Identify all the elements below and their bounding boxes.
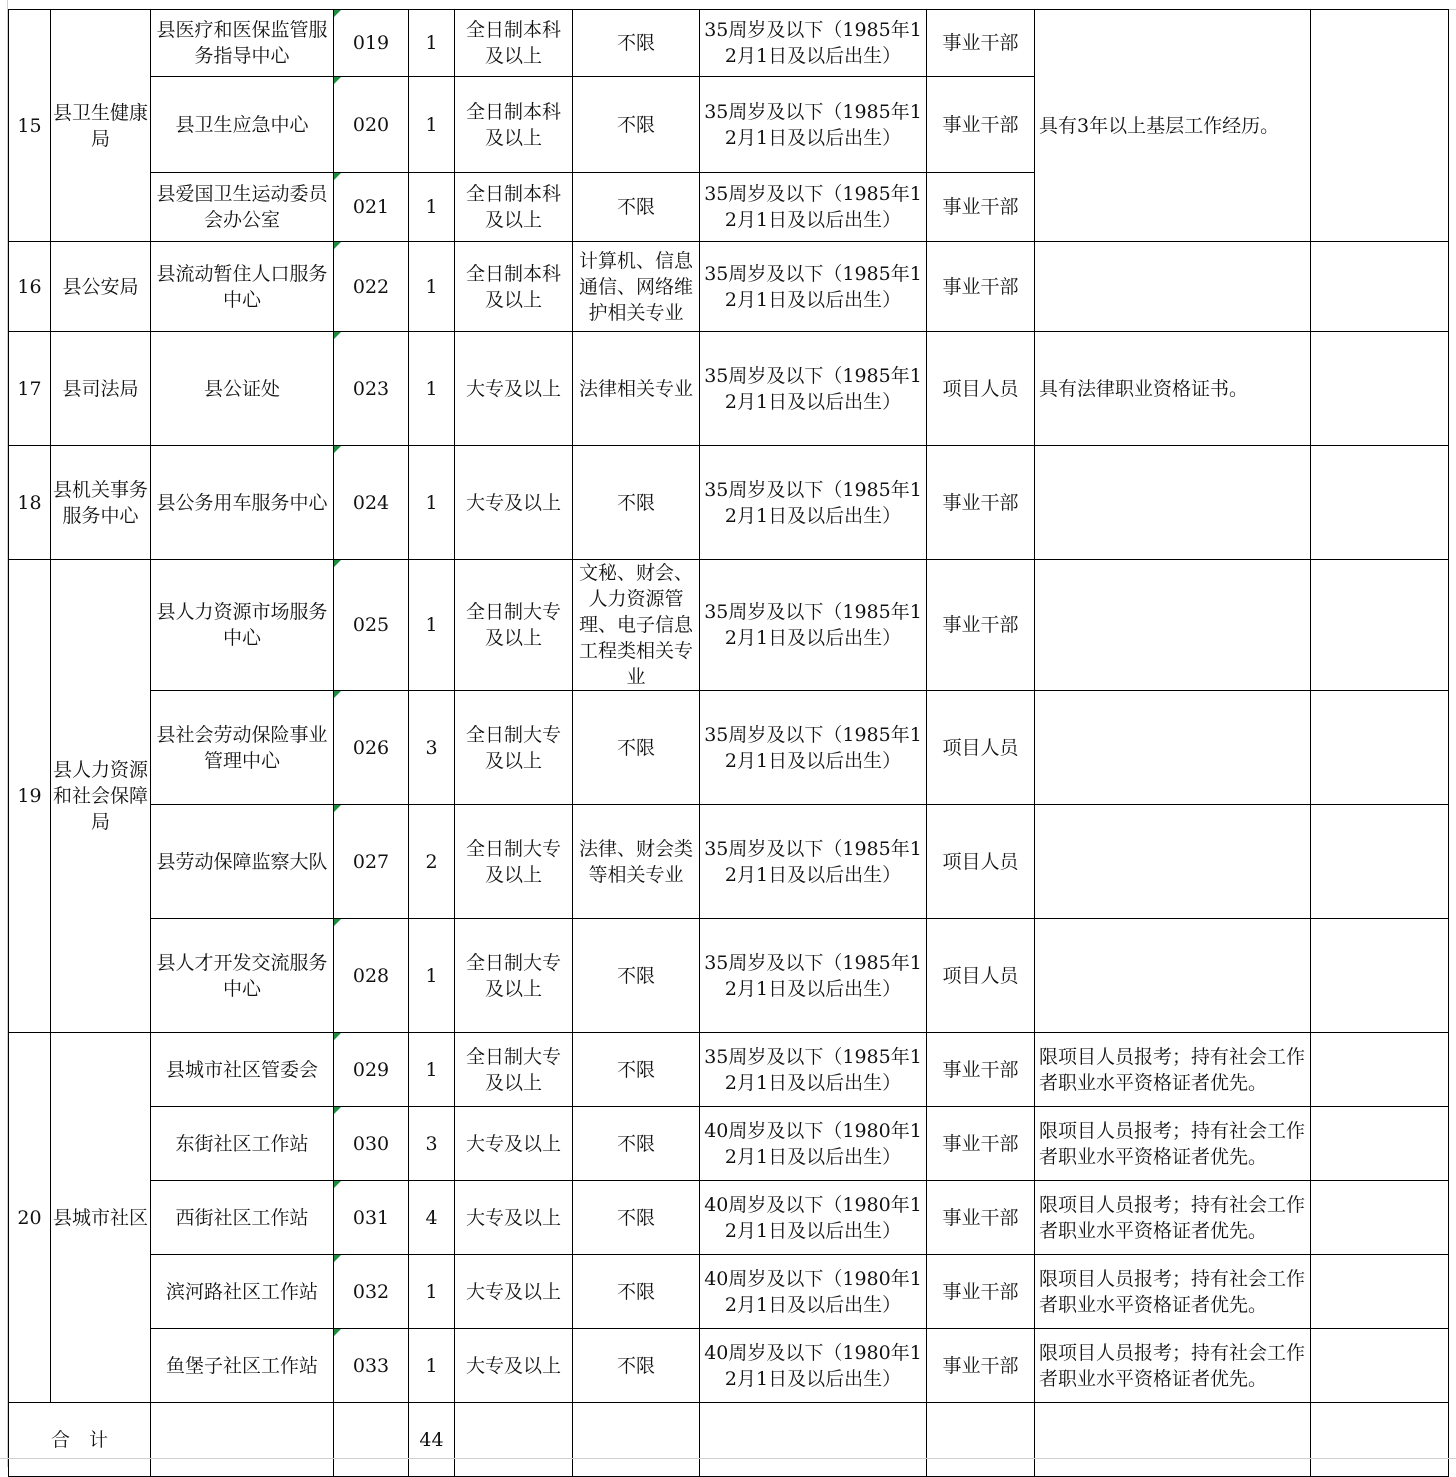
unit-cell[interactable]: 西街社区工作站 [151, 1181, 334, 1255]
status-cell[interactable]: 事业干部 [927, 242, 1035, 332]
remark-cell[interactable] [1311, 1107, 1449, 1181]
unit-cell[interactable]: 东街社区工作站 [151, 1107, 334, 1181]
edu-cell[interactable]: 大专及以上 [455, 1181, 573, 1255]
status-cell[interactable]: 项目人员 [927, 332, 1035, 446]
seq-cell[interactable]: 15 [9, 10, 51, 242]
major-cell[interactable]: 不限 [573, 77, 700, 173]
note-cell[interactable]: 具有3年以上基层工作经历。 [1035, 10, 1311, 242]
status-cell[interactable]: 项目人员 [927, 691, 1035, 805]
dept-cell[interactable]: 县城市社区 [51, 1033, 151, 1403]
edu-cell[interactable]: 全日制本科及以上 [455, 242, 573, 332]
note-cell[interactable] [1035, 919, 1311, 1033]
edu-cell[interactable]: 大专及以上 [455, 1255, 573, 1329]
empty-cell[interactable] [1311, 1403, 1449, 1477]
remark-cell[interactable] [1311, 1033, 1449, 1107]
note-cell[interactable] [1035, 560, 1311, 691]
major-cell[interactable]: 不限 [573, 173, 700, 242]
age-cell[interactable]: 35周岁及以下（1985年12月1日及以后出生） [700, 805, 927, 919]
total-label-cell[interactable]: 合 计 [9, 1403, 151, 1477]
code-cell[interactable]: 027 [334, 805, 409, 919]
age-cell[interactable]: 35周岁及以下（1985年12月1日及以后出生） [700, 919, 927, 1033]
edu-cell[interactable]: 全日制本科及以上 [455, 77, 573, 173]
table-row [9, 446, 1449, 560]
count-cell[interactable]: 1 [409, 446, 455, 560]
age-cell[interactable]: 35周岁及以下（1985年12月1日及以后出生） [700, 446, 927, 560]
edu-cell[interactable]: 大专及以上 [455, 446, 573, 560]
seq-cell[interactable]: 16 [9, 242, 51, 332]
dept-cell[interactable]: 县司法局 [51, 332, 151, 446]
code-cell[interactable]: 032 [334, 1255, 409, 1329]
table-row [9, 1107, 1449, 1181]
edu-cell[interactable]: 全日制大专及以上 [455, 691, 573, 805]
status-cell[interactable]: 事业干部 [927, 560, 1035, 691]
code-cell[interactable]: 025 [334, 560, 409, 691]
count-cell[interactable]: 3 [409, 691, 455, 805]
count-cell[interactable]: 1 [409, 173, 455, 242]
remark-cell[interactable] [1311, 1255, 1449, 1329]
table-row [9, 242, 1449, 332]
count-cell[interactable]: 1 [409, 1033, 455, 1107]
seq-cell[interactable]: 19 [9, 560, 51, 1033]
note-cell[interactable] [1035, 242, 1311, 332]
status-cell[interactable]: 事业干部 [927, 1033, 1035, 1107]
edu-cell[interactable]: 全日制大专及以上 [455, 560, 573, 691]
unit-cell[interactable]: 滨河路社区工作站 [151, 1255, 334, 1329]
count-cell[interactable]: 4 [409, 1181, 455, 1255]
edu-cell[interactable]: 大专及以上 [455, 332, 573, 446]
age-cell[interactable]: 35周岁及以下（1985年12月1日及以后出生） [700, 1033, 927, 1107]
age-cell[interactable]: 35周岁及以下（1985年12月1日及以后出生） [700, 560, 927, 691]
unit-cell[interactable]: 鱼堡子社区工作站 [151, 1329, 334, 1403]
major-cell[interactable]: 不限 [573, 1181, 700, 1255]
seq-cell[interactable]: 17 [9, 332, 51, 446]
table-row [9, 1181, 1449, 1255]
age-cell[interactable]: 35周岁及以下（1985年12月1日及以后出生） [700, 332, 927, 446]
count-cell[interactable]: 2 [409, 805, 455, 919]
seq-cell[interactable]: 20 [9, 1033, 51, 1403]
table-row [9, 1329, 1449, 1403]
count-cell[interactable]: 1 [409, 332, 455, 446]
note-cell[interactable]: 限项目人员报考；持有社会工作者职业水平资格证者优先。 [1035, 1329, 1311, 1403]
remark-cell[interactable] [1311, 805, 1449, 919]
dept-cell[interactable]: 县机关事务服务中心 [51, 446, 151, 560]
status-cell[interactable]: 事业干部 [927, 1255, 1035, 1329]
table-row [9, 919, 1449, 1033]
row-gutter [0, 0, 8, 1467]
count-cell[interactable]: 1 [409, 10, 455, 77]
major-cell[interactable]: 不限 [573, 10, 700, 77]
status-cell[interactable]: 事业干部 [927, 77, 1035, 173]
age-cell[interactable]: 35周岁及以下（1985年12月1日及以后出生） [700, 77, 927, 173]
major-cell[interactable]: 不限 [573, 1107, 700, 1181]
remark-cell[interactable] [1311, 919, 1449, 1033]
code-cell[interactable]: 029 [334, 1033, 409, 1107]
code-cell[interactable]: 024 [334, 446, 409, 560]
empty-cell[interactable] [927, 1403, 1035, 1477]
unit-cell[interactable]: 县人才开发交流服务中心 [151, 919, 334, 1033]
age-cell[interactable]: 40周岁及以下（1980年12月1日及以后出生） [700, 1107, 927, 1181]
major-cell[interactable]: 不限 [573, 1255, 700, 1329]
table-row [9, 332, 1449, 446]
major-cell[interactable]: 不限 [573, 691, 700, 805]
major-cell[interactable]: 不限 [573, 919, 700, 1033]
table-row [9, 1033, 1449, 1107]
edu-cell[interactable]: 全日制大专及以上 [455, 919, 573, 1033]
code-cell[interactable]: 021 [334, 173, 409, 242]
unit-cell[interactable]: 县爱国卫生运动委员会办公室 [151, 173, 334, 242]
empty-cell[interactable] [455, 1403, 573, 1477]
major-cell[interactable]: 不限 [573, 1329, 700, 1403]
note-cell[interactable]: 具有法律职业资格证书。 [1035, 332, 1311, 446]
major-cell[interactable]: 不限 [573, 1033, 700, 1107]
empty-cell[interactable] [151, 1403, 334, 1477]
note-cell[interactable] [1035, 446, 1311, 560]
edu-cell[interactable]: 全日制大专及以上 [455, 805, 573, 919]
total-row [9, 1403, 1449, 1477]
remark-cell[interactable] [1311, 1329, 1449, 1403]
dept-cell[interactable]: 县人力资源和社会保障局 [51, 560, 151, 1033]
unit-cell[interactable]: 县人力资源市场服务中心 [151, 560, 334, 691]
table-row [9, 560, 1449, 691]
remark-cell[interactable] [1311, 560, 1449, 691]
remark-cell[interactable] [1311, 1181, 1449, 1255]
count-cell[interactable]: 1 [409, 1329, 455, 1403]
table-row [9, 691, 1449, 805]
unit-cell[interactable]: 县医疗和医保监管服务指导中心 [151, 10, 334, 77]
count-cell[interactable]: 3 [409, 1107, 455, 1181]
table-row [9, 10, 1449, 77]
note-cell[interactable] [1035, 691, 1311, 805]
age-cell[interactable]: 35周岁及以下（1985年12月1日及以后出生） [700, 173, 927, 242]
unit-cell[interactable]: 县劳动保障监察大队 [151, 805, 334, 919]
count-cell[interactable]: 1 [409, 1255, 455, 1329]
gridline [0, 1458, 1456, 1459]
count-cell[interactable]: 1 [409, 560, 455, 691]
note-cell[interactable]: 限项目人员报考；持有社会工作者职业水平资格证者优先。 [1035, 1107, 1311, 1181]
age-cell[interactable]: 35周岁及以下（1985年12月1日及以后出生） [700, 691, 927, 805]
remark-cell[interactable] [1311, 691, 1449, 805]
empty-cell[interactable] [573, 1403, 700, 1477]
code-cell[interactable]: 033 [334, 1329, 409, 1403]
unit-cell[interactable]: 县公证处 [151, 332, 334, 446]
table-row [9, 805, 1449, 919]
status-cell[interactable]: 事业干部 [927, 10, 1035, 77]
status-cell[interactable]: 事业干部 [927, 1107, 1035, 1181]
age-cell[interactable]: 40周岁及以下（1980年12月1日及以后出生） [700, 1329, 927, 1403]
unit-cell[interactable]: 县卫生应急中心 [151, 77, 334, 173]
age-cell[interactable]: 40周岁及以下（1980年12月1日及以后出生） [700, 1255, 927, 1329]
status-cell[interactable]: 项目人员 [927, 919, 1035, 1033]
edu-cell[interactable]: 全日制本科及以上 [455, 10, 573, 77]
remark-cell[interactable] [1311, 332, 1449, 446]
code-cell[interactable]: 026 [334, 691, 409, 805]
code-cell[interactable]: 019 [334, 10, 409, 77]
status-cell[interactable]: 事业干部 [927, 1181, 1035, 1255]
remark-cell[interactable] [1311, 446, 1449, 560]
count-cell[interactable]: 1 [409, 919, 455, 1033]
code-cell[interactable]: 023 [334, 332, 409, 446]
remark-cell[interactable] [1311, 10, 1449, 242]
major-cell[interactable]: 计算机、信息通信、网络维护相关专业 [573, 242, 700, 332]
unit-cell[interactable]: 县公务用车服务中心 [151, 446, 334, 560]
major-cell[interactable]: 法律、财会类等相关专业 [573, 805, 700, 919]
table-row [9, 1255, 1449, 1329]
age-cell[interactable]: 40周岁及以下（1980年12月1日及以后出生） [700, 1181, 927, 1255]
seq-cell[interactable]: 18 [9, 446, 51, 560]
code-cell[interactable]: 030 [334, 1107, 409, 1181]
dept-cell[interactable]: 县卫生健康局 [51, 10, 151, 242]
major-cell[interactable]: 不限 [573, 446, 700, 560]
remark-cell[interactable] [1311, 242, 1449, 332]
code-cell[interactable]: 022 [334, 242, 409, 332]
age-cell[interactable]: 35周岁及以下（1985年12月1日及以后出生） [700, 242, 927, 332]
edu-cell[interactable]: 全日制本科及以上 [455, 173, 573, 242]
edu-cell[interactable]: 全日制大专及以上 [455, 1033, 573, 1107]
edu-cell[interactable]: 大专及以上 [455, 1107, 573, 1181]
status-cell[interactable]: 项目人员 [927, 805, 1035, 919]
empty-cell[interactable] [334, 1403, 409, 1477]
unit-cell[interactable]: 县城市社区管委会 [151, 1033, 334, 1107]
job-table [8, 9, 1449, 1477]
major-cell[interactable]: 文秘、财会、人力资源管理、电子信息工程类相关专业 [573, 560, 700, 691]
unit-cell[interactable]: 县流动暂住人口服务中心 [151, 242, 334, 332]
count-cell[interactable]: 1 [409, 242, 455, 332]
age-cell[interactable]: 35周岁及以下（1985年12月1日及以后出生） [700, 10, 927, 77]
edu-cell[interactable]: 大专及以上 [455, 1329, 573, 1403]
note-cell[interactable]: 限项目人员报考；持有社会工作者职业水平资格证者优先。 [1035, 1255, 1311, 1329]
empty-cell[interactable] [700, 1403, 927, 1477]
note-cell[interactable]: 限项目人员报考；持有社会工作者职业水平资格证者优先。 [1035, 1033, 1311, 1107]
status-cell[interactable]: 事业干部 [927, 446, 1035, 560]
major-cell[interactable]: 法律相关专业 [573, 332, 700, 446]
code-cell[interactable]: 031 [334, 1181, 409, 1255]
code-cell[interactable]: 028 [334, 919, 409, 1033]
status-cell[interactable]: 事业干部 [927, 1329, 1035, 1403]
status-cell[interactable]: 事业干部 [927, 173, 1035, 242]
dept-cell[interactable]: 县公安局 [51, 242, 151, 332]
empty-cell[interactable] [1035, 1403, 1311, 1477]
total-count-cell[interactable]: 44 [409, 1403, 455, 1477]
count-cell[interactable]: 1 [409, 77, 455, 173]
note-cell[interactable] [1035, 805, 1311, 919]
note-cell[interactable]: 限项目人员报考；持有社会工作者职业水平资格证者优先。 [1035, 1181, 1311, 1255]
code-cell[interactable]: 020 [334, 77, 409, 173]
unit-cell[interactable]: 县社会劳动保险事业管理中心 [151, 691, 334, 805]
